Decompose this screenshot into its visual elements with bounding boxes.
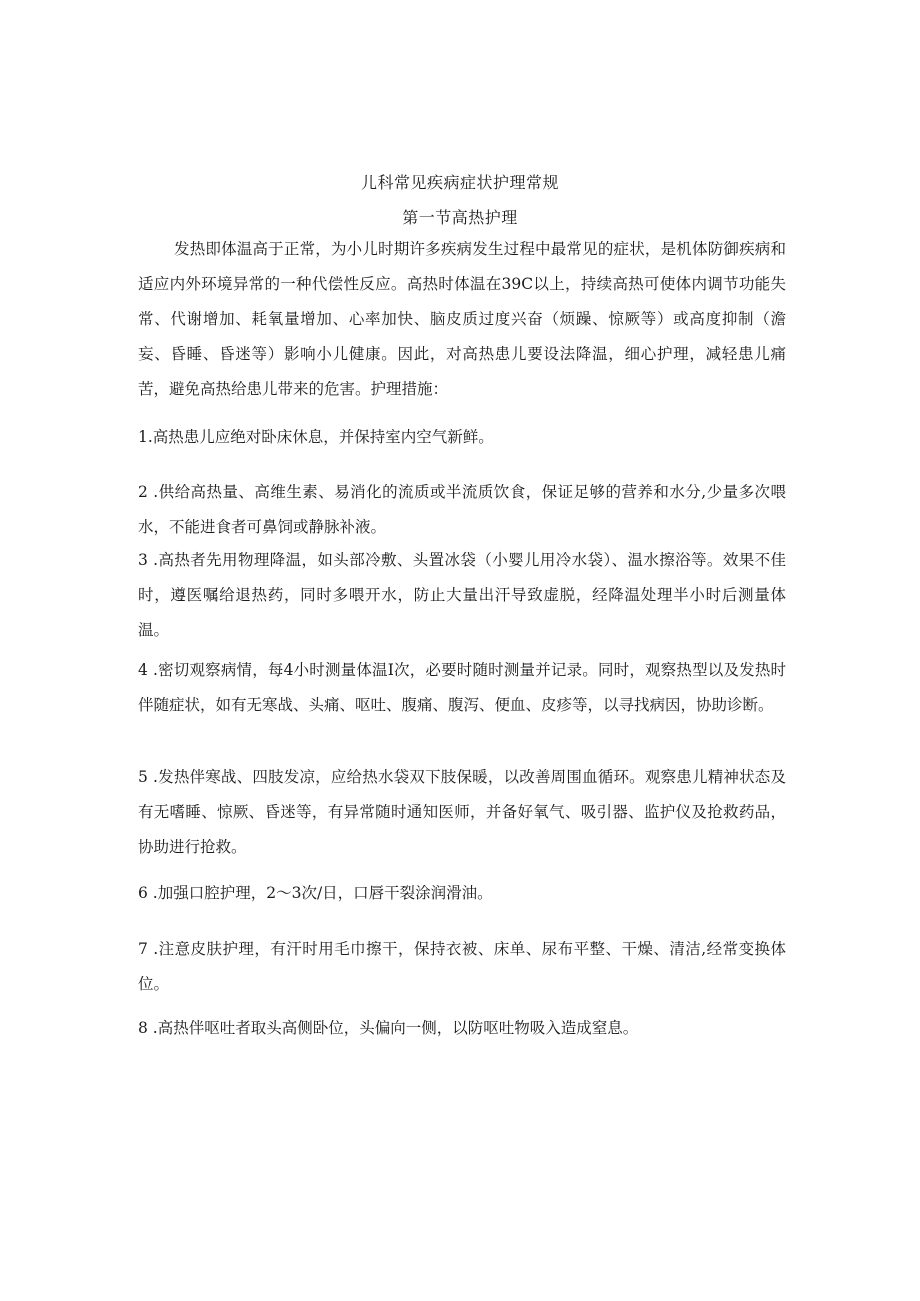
nursing-item-1: 1.高热患儿应绝对卧床休息，并保持室内空气新鲜。 bbox=[138, 428, 494, 446]
nursing-item-3: 3 .高热者先用物理降温，如头部冷敷、头置冰袋（小婴儿用冷水袋）、温水擦浴等。效果不佳时，遵医嘱给退热药，同时多喂开水，防止大量出汗导致虚脱，经降温处理半小时后测量体温。 bbox=[138, 551, 786, 639]
nursing-item-5: 5 .发热伴寒战、四肢发凉，应给热水袋双下肢保暖，以改善周围血循环。观察患儿精神状态及有无嗜睡、惊厥、昏迷等，有异常随时通知医师，并备好氧气、吸引器、监护仪及抢救药品，协助进行抢救。 bbox=[138, 768, 786, 856]
nursing-item-4: 4 .密切观察病情，每4小时测量体温I次，必要时随时测量并记录。同时，观察热型以及发热时伴随症状，如有无寒战、头痛、呕吐、腹痛、腹泻、便血、皮疹等，以寻找病因，协助诊断。 bbox=[138, 661, 786, 714]
intro-paragraph: 发热即体温高于正常，为小儿时期许多疾病发生过程中最常见的症状，是机体防御疾病和适应内外环境异常的一种代偿性反应。高热时体温在39C以上，持续高热可使体内调节功能失常、代谢增加、耗氧量增加、心率加快、脑皮质过度兴奋（烦躁、惊厥等）或高度抑制（澹妄、昏睡、昏迷等）影响小儿健康。因此，对高热患儿要设法降温，细心护理，减轻患儿痛苦，避免高热给患儿带来的危害。护理措施： bbox=[138, 240, 786, 398]
nursing-item-2: 2 .供给高热量、高维生素、易消化的流质或半流质饮食，保证足够的营养和水分,少量多次喂水，不能进食者可鼻饲或静脉补液。 bbox=[138, 483, 786, 536]
section-title: 第一节高热护理 bbox=[402, 208, 518, 227]
nursing-item-7: 7 .注意皮肤护理，有汗时用毛巾擦干，保持衣被、床单、尿布平整、干燥、清洁,经常变换体位。 bbox=[138, 940, 786, 993]
nursing-item-8: 8 .高热伴呕吐者取头高侧卧位，头偏向一侧，以防呕吐物吸入造成窒息。 bbox=[138, 1019, 639, 1037]
document-title: 儿科常见疾病症状护理常规 bbox=[360, 173, 559, 192]
nursing-item-6: 6 .加强口腔护理，2～3次/日，口唇干裂涂润滑油。 bbox=[138, 884, 493, 902]
